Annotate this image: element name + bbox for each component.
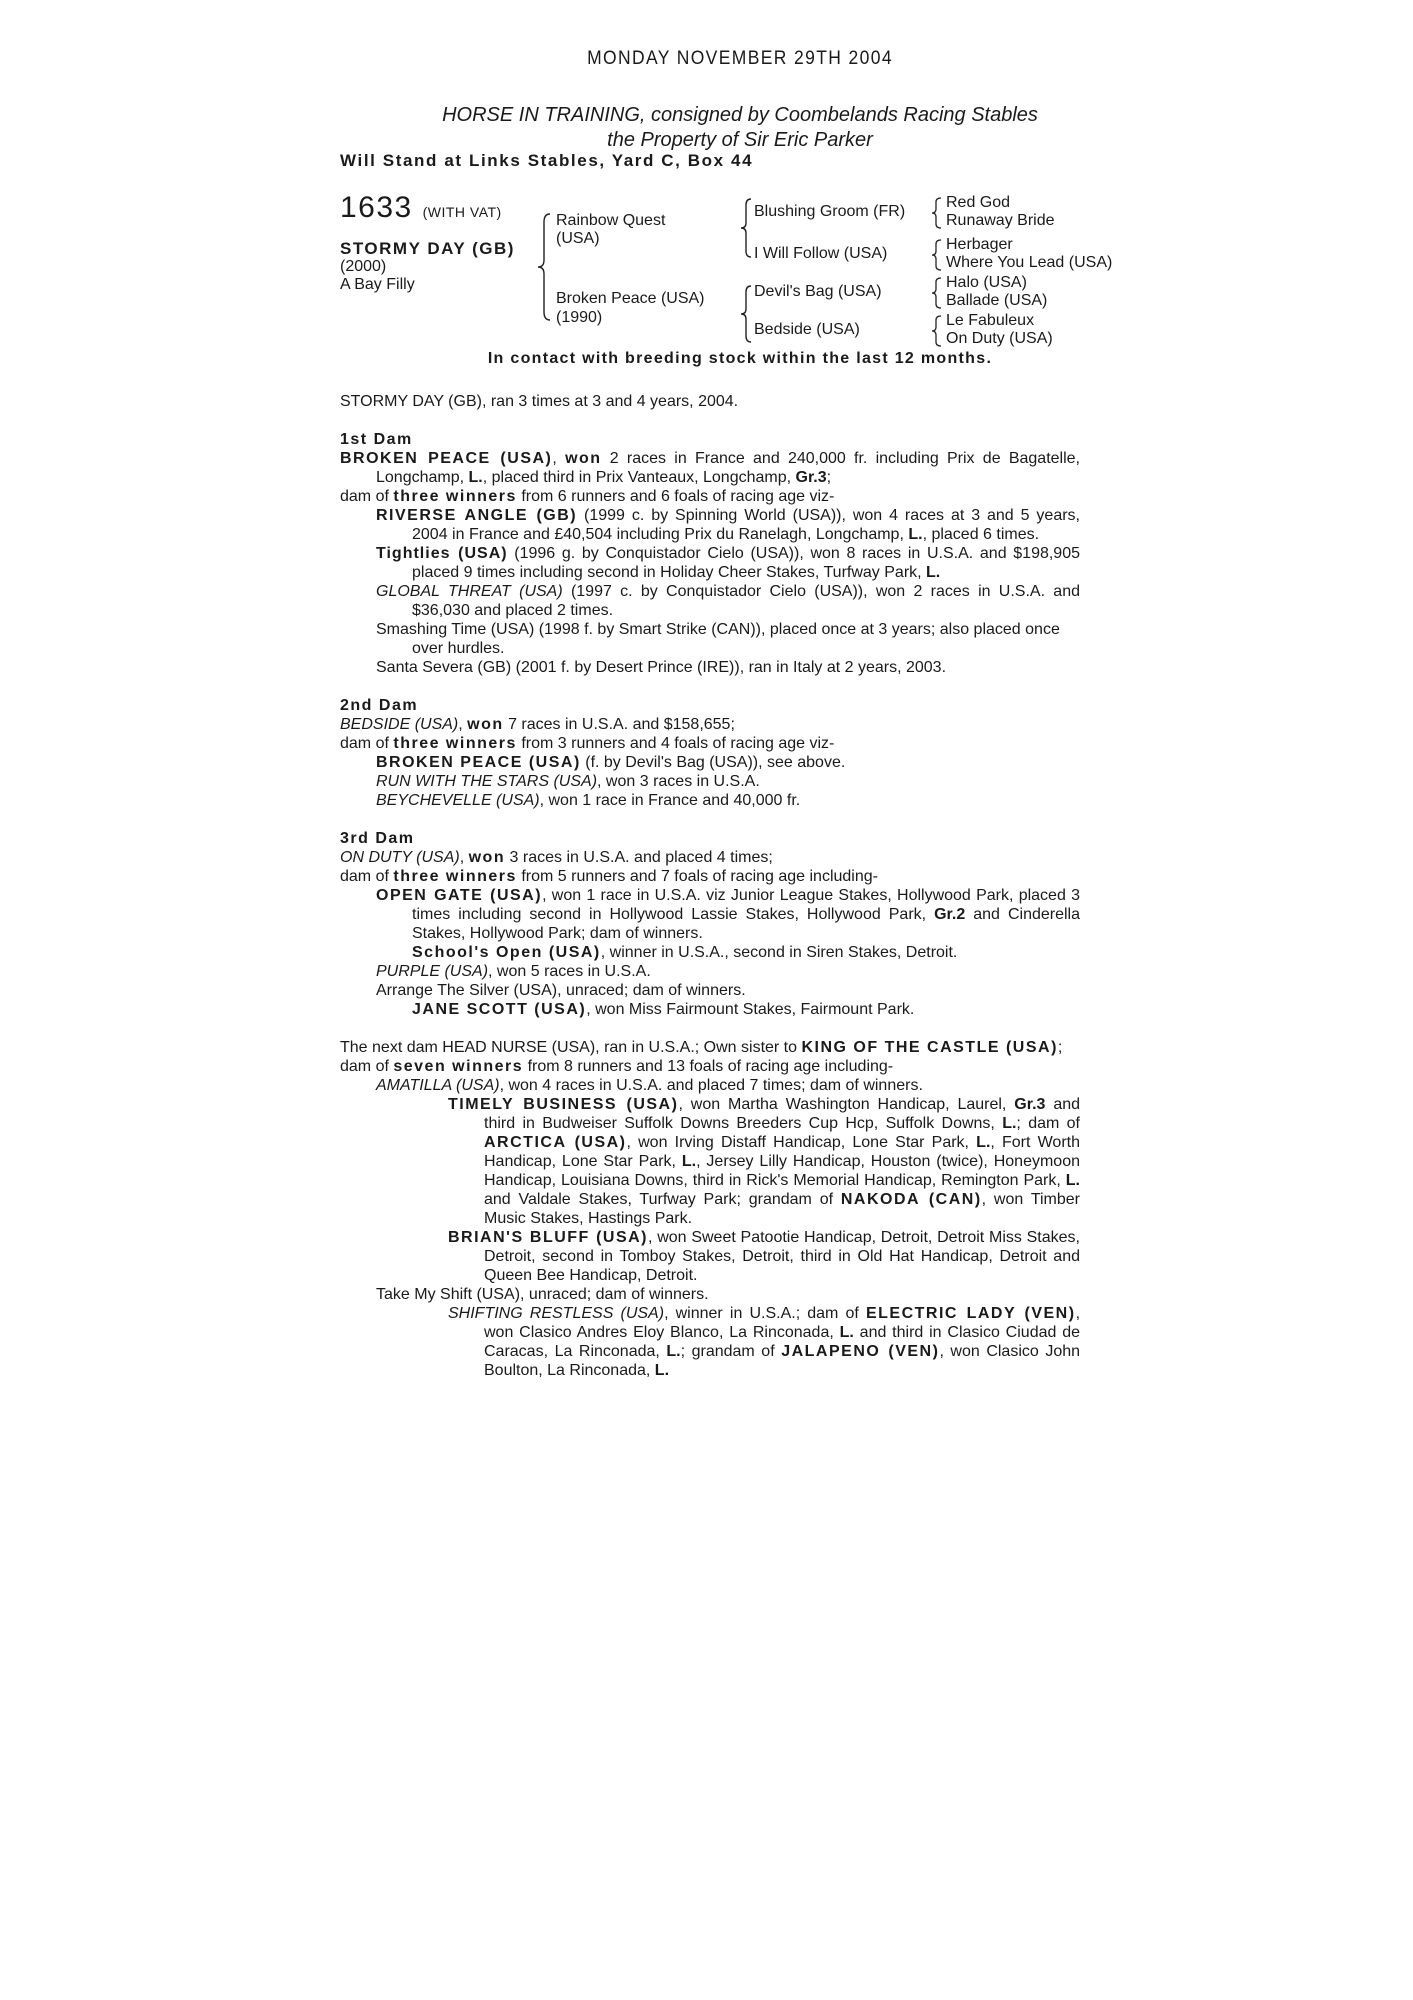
consignment-heading: [340, 103, 1140, 153]
next-dam-record: The next dam HEAD NURSE (USA), ran in U.S.A.; Own sister to KING OF THE CASTLE (USA);: [340, 1039, 1063, 1056]
dam-year: (1990): [556, 309, 603, 326]
next-dam-produce-summary: dam of seven winners from 8 runners and 13 foals of racing age including-: [340, 1058, 894, 1075]
dam1-heading: 1st Dam: [340, 431, 413, 448]
gg-8: On Duty (USA): [946, 330, 1053, 347]
gg-1: Red God: [946, 194, 1011, 211]
sire-sire: Blushing Groom (FR): [754, 203, 906, 220]
dam1-progeny-4: Smashing Time (USA) (1998 f. by Smart Strike (CAN)), placed once at 3 years; also placed once over hurdles.: [376, 621, 1060, 657]
next-dam-progeny-1a: TIMELY BUSINESS (USA), won Martha Washington Handicap, Laurel, Gr.3 and third in Budweiser Suffolk Downs Breeders Cup Hcp, Suffolk Downs, L.; dam of ARCTICA (USA), won Irving Distaff Handicap, Lone Star Park, L., Fort Worth Handicap, Lone Star Park, L., Jersey Lilly Handicap, Houston (twice), Honeymoon Handicap, Louisiana Downs, third in Rick's Memorial Handicap, Remington Park, L. and Valdale Stakes, Turfway Park; grandam of NAKODA (CAN), won Timber Music Stakes, Hastings Park.: [448, 1096, 1081, 1227]
gg-4: Where You Lead (USA): [946, 254, 1113, 271]
gg-6: Ballade (USA): [946, 292, 1048, 309]
gg-5: Halo (USA): [946, 274, 1027, 291]
dam2-heading: 2nd Dam: [340, 697, 419, 714]
dam2-produce-summary: dam of three winners from 3 runners and 4 foals of racing age viz-: [340, 735, 835, 752]
dam2-record: BEDSIDE (USA), won 7 races in U.S.A. and $158,655;: [340, 716, 735, 733]
sire-name: Rainbow Quest: [556, 212, 666, 229]
dam1-record: BROKEN PEACE (USA), won 2 races in France and 240,000 fr. including Prix de Bagatelle, Longchamp, L., placed third in Prix Vanteaux, Longchamp, Gr.3;: [340, 450, 1080, 486]
dam3-record: ON DUTY (USA), won 3 races in U.S.A. and placed 4 times;: [340, 849, 773, 866]
dam3-progeny-3a: JANE SCOTT (USA), won Miss Fairmount Stakes, Fairmount Park.: [412, 1001, 915, 1018]
dam-sire: Devil's Bag (USA): [754, 283, 882, 300]
dam2-progeny-3: BEYCHEVELLE (USA), won 1 race in France and 40,000 fr.: [376, 792, 801, 809]
next-dam-progeny-2a: SHIFTING RESTLESS (USA), winner in U.S.A.; dam of ELECTRIC LADY (VEN), won Clasico Andres Eloy Blanco, La Rinconada, L. and third in Clasico Ciudad de Caracas, La Rinconada, L.; grandam of JALAPENO (VEN), won Clasico John Boulton, La Rinconada, L.: [448, 1305, 1081, 1379]
dam-dam: Bedside (USA): [754, 321, 860, 338]
horse-details: [340, 240, 515, 294]
horse-description: A Bay Filly: [340, 276, 415, 293]
dam3-progeny-1: OPEN GATE (USA), won 1 race in U.S.A. viz Junior League Stakes, Hollywood Park, placed 3 times including second in Hollywood Lassie Stakes, Hollywood Park, Gr.2 and Cinderella Stakes, Hollywood Park; dam of winners.: [376, 887, 1081, 942]
pedigree-brace-g3: [930, 276, 944, 310]
sire-dam: I Will Follow (USA): [754, 245, 888, 262]
lot-number: [340, 191, 502, 225]
property-line: the Property of Sir Eric Parker: [607, 129, 873, 151]
pedigree-brace-sire: [739, 197, 755, 259]
dam-name: Broken Peace (USA): [556, 290, 705, 307]
pedigree-brace-main: [536, 212, 556, 322]
dam1-name: BROKEN PEACE (USA): [340, 450, 553, 467]
dam3-heading: 3rd Dam: [340, 830, 415, 847]
dam1-produce-summary: dam of three winners from 6 runners and 6 foals of racing age viz-: [340, 488, 835, 505]
sire-origin: (USA): [556, 230, 600, 247]
dam3-progeny-3: Arrange The Silver (USA), unraced; dam of winners.: [376, 982, 746, 999]
dam1-progeny-3: GLOBAL THREAT (USA) (1997 c. by Conquistador Cielo (USA)), won 2 races in U.S.A. and $36,030 and placed 2 times.: [376, 583, 1081, 619]
dam1-progeny-1: RIVERSE ANGLE (GB) (1999 c. by Spinning World (USA)), won 4 races at 3 and 5 years, 2004 in France and £40,504 including Prix du Ranelagh, Longchamp, L., placed 6 times.: [376, 507, 1080, 543]
pedigree-brace-g1: [930, 196, 944, 230]
horse-year: (2000): [340, 258, 387, 275]
dam3-progeny-1a: School's Open (USA), winner in U.S.A., second in Siren Stakes, Detroit.: [412, 944, 958, 961]
lot-number-value: 1633: [340, 191, 413, 224]
gg-3: Herbager: [946, 236, 1013, 253]
next-dam-progeny-2: Take My Shift (USA), unraced; dam of winners.: [376, 1286, 709, 1303]
pedigree-brace-g4: [930, 314, 944, 348]
horse-name: STORMY DAY (GB): [340, 239, 515, 258]
dam2-progeny-1: BROKEN PEACE (USA) (f. by Devil's Bag (USA)), see above.: [376, 754, 846, 771]
sale-date: MONDAY NOVEMBER 29TH 2004: [587, 48, 893, 69]
next-dam-progeny-1b: BRIAN'S BLUFF (USA), won Sweet Patootie Handicap, Detroit, Detroit Miss Stakes, Detroit, second in Tomboy Stakes, Detroit, third in Old Hat Handicap, Detroit and Queen Bee Handicap, Detroit.: [448, 1229, 1080, 1284]
pedigree-brace-g2: [930, 238, 944, 272]
dam1-progeny-5: Santa Severa (GB) (2001 f. by Desert Prince (IRE)), ran in Italy at 2 years, 2003.: [376, 659, 947, 676]
gg-7: Le Fabuleux: [946, 312, 1035, 329]
consigned-line: HORSE IN TRAINING, consigned by Coombelands Racing Stables: [442, 104, 1038, 126]
race-summary: STORMY DAY (GB), ran 3 times at 3 and 4 years, 2004.: [340, 393, 739, 410]
stand-line: Will Stand at Links Stables, Yard C, Box 44: [340, 151, 754, 170]
catalogue-body: [340, 392, 1080, 1380]
gg-2: Runaway Bride: [946, 212, 1055, 229]
contact-note: In contact with breeding stock within the last 12 months.: [487, 350, 993, 367]
vat-note: (WITH VAT): [422, 204, 502, 220]
dam3-produce-summary: dam of three winners from 5 runners and 7 foals of racing age including-: [340, 868, 878, 885]
dam2-progeny-2: RUN WITH THE STARS (USA), won 3 races in U.S.A.: [376, 773, 760, 790]
pedigree-brace-dam: [739, 284, 755, 344]
next-dam-progeny-1: AMATILLA (USA), won 4 races in U.S.A. and placed 7 times; dam of winners.: [376, 1077, 923, 1094]
dam3-progeny-2: PURPLE (USA), won 5 races in U.S.A.: [376, 963, 651, 980]
dam1-progeny-2: Tightlies (USA) (1996 g. by Conquistador Cielo (USA)), won 8 races in U.S.A. and $198,905 placed 9 times including second in Holiday Cheer Stakes, Turfway Park, L.: [376, 545, 1081, 581]
